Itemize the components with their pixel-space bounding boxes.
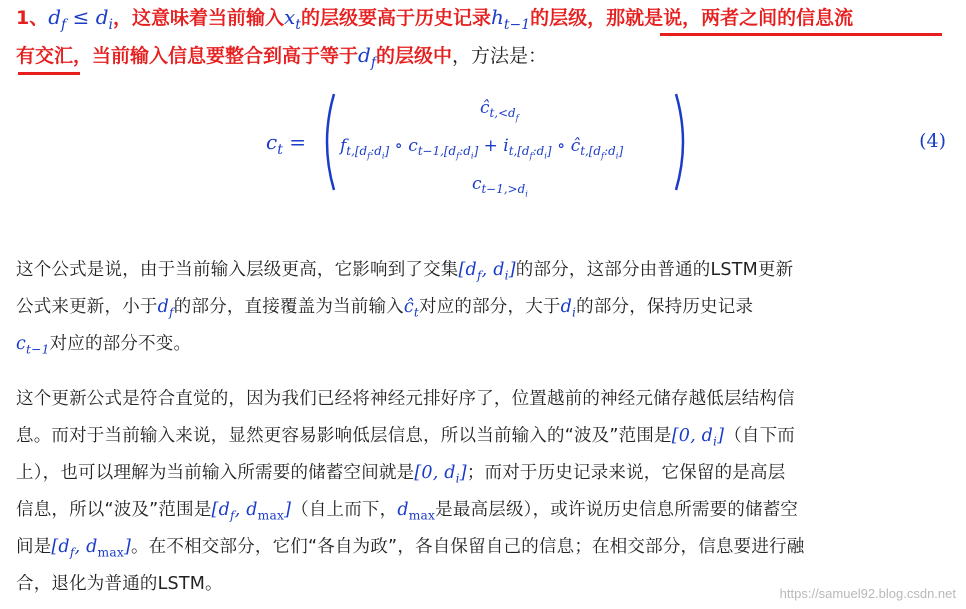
- watermark: https://samuel92.blog.csdn.net: [779, 586, 956, 601]
- formula-row-1: $ĉ_{t,<d_f}$: [480, 98, 519, 123]
- math-xt: $x_t$: [284, 5, 301, 33]
- heading-text-2: 的层级要高于历史记录: [300, 7, 491, 29]
- math-df: $d_f$: [358, 43, 377, 71]
- para2-line-2: 息。而对于当前输入来说，显然更容易影响低层信息，所以当前输入的“波及”范围是[0, $d_i$]（自下而: [16, 426, 795, 449]
- para2-line-3: 上），也可以理解为当前输入所需要的储蓄空间就是[0, $d_i$]；而对于历史记录来说，它保留的是高层: [16, 463, 786, 486]
- equation-number: (4): [919, 130, 946, 152]
- para2-line-1: 这个更新公式是符合直觉的，因为我们已经将神经元排好序了，位置越前的神经元储存越低层结构信: [16, 389, 795, 409]
- heading-underlined-2: 有交汇: [16, 45, 74, 67]
- right-paren-icon: [674, 92, 692, 192]
- para2-line-6: 合，退化为普通的LSTM。: [16, 574, 223, 594]
- heading-underlined-1: 那就是说，两者之间的信息流: [606, 7, 854, 29]
- heading-text-6: ，方法是：: [452, 45, 548, 67]
- formula-row-2: $f_{t,[d_f:d_i]}$ ∘ $c_{t-1,[d_f:d_i]} + i_{t,[d_f:d_i]}$ ∘ $ĉ_{t,[d_f:d_i]}$: [340, 136, 624, 161]
- formula-lhs: $c_t$ =: [266, 130, 306, 158]
- heading-text-1: ，这意味着当前输入: [113, 7, 285, 29]
- left-paren-icon: [318, 92, 336, 192]
- math-ht: $h_{t-1}$: [490, 5, 531, 33]
- para2-line-4: 信息，所以“波及”范围是[$d_f$, $d_{max}$]（自上而下，$d_{max}$是最高层级），或许说历史信息所需要的储蓄空: [16, 500, 799, 523]
- heading-text-3: 的层级，: [530, 7, 607, 29]
- formula-row-3: $c_{t-1,>d_i}$: [472, 174, 528, 199]
- para1-line-2: 公式来更新，小于$d_f$的部分，直接覆盖为当前输入$ĉ_t$对应的部分，大于$d_i$的部分，保持历史记录: [16, 297, 754, 320]
- para1-line-1: 这个公式是说，由于当前输入层级更高，它影响到了交集[$d_f$, $d_i$]的部分，这部分由普通的LSTM更新: [16, 260, 794, 283]
- heading-text-5: 的层级中: [376, 45, 453, 67]
- heading-line-2: [16, 40, 547, 78]
- underline-mark-1: [660, 33, 942, 36]
- heading-text-4: ，当前输入信息要整合到高于等于: [73, 45, 359, 67]
- underline-mark-2: [18, 72, 80, 75]
- para1-line-3: $c_{t-1}$对应的部分不变。: [16, 334, 192, 357]
- formula-block: [0, 90, 966, 200]
- para2-line-5: 间是[$d_f$, $d_{max}$]。在不相交部分，它们“各自为政”，各自保留自己的信息；在相交部分，信息要进行融: [16, 537, 805, 560]
- heading-prefix: 1、: [16, 7, 49, 29]
- math-condition: $d_f \le d_i$: [48, 5, 113, 33]
